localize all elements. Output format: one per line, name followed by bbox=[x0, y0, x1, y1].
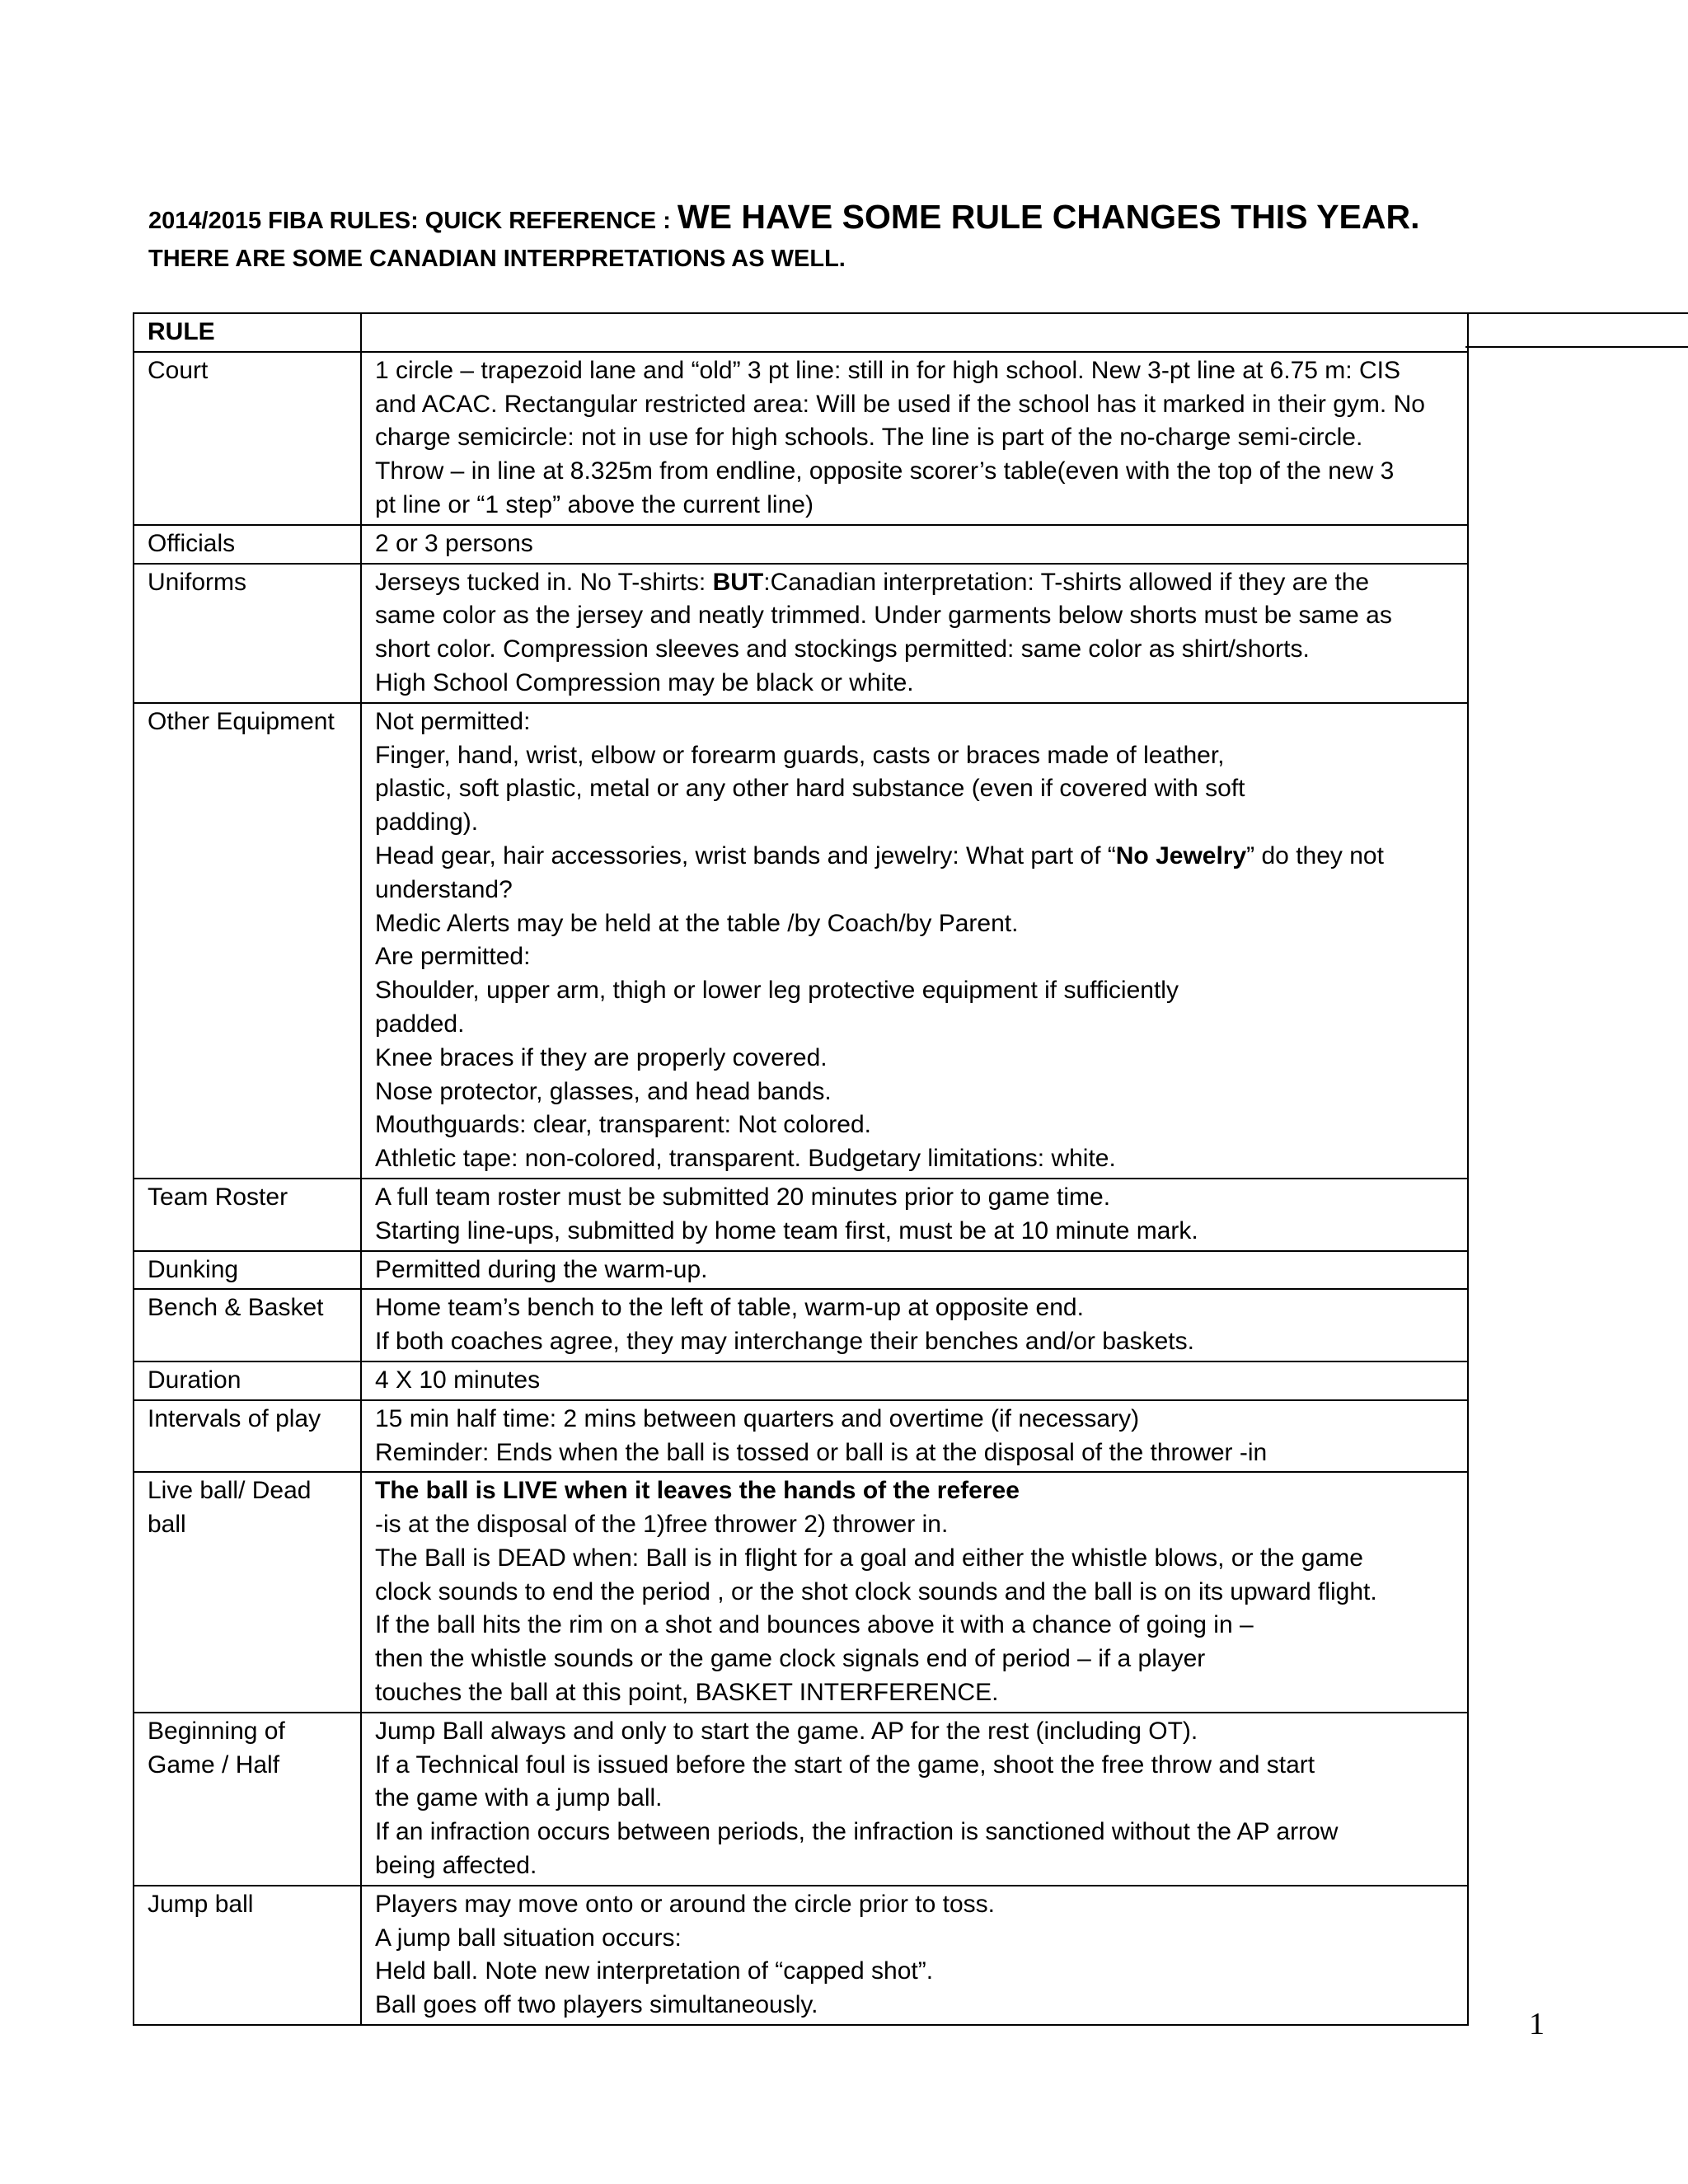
text-run: ” do they not bbox=[1246, 841, 1384, 869]
rule-name: Game / Half bbox=[148, 1750, 280, 1779]
rule-name-cell bbox=[134, 1179, 361, 1251]
header-description-cell bbox=[361, 313, 1468, 352]
description-line: The Ball is DEAD when: Ball is in flight for a goal and either the whistle blows, or the game bbox=[375, 1544, 1363, 1572]
page-number: 1 bbox=[1529, 2007, 1545, 2041]
rule-name: Bench & Basket bbox=[148, 1294, 324, 1322]
table-row bbox=[134, 525, 1468, 564]
document-title bbox=[148, 198, 1632, 237]
text-run: :Canadian interpretation: T-shirts allowed if they are the bbox=[763, 568, 1370, 596]
title-emphasis: WE HAVE SOME RULE CHANGES THIS YEAR. bbox=[677, 198, 1420, 236]
rule-description-cell bbox=[361, 1179, 1468, 1251]
rule-description-cell bbox=[361, 1251, 1468, 1290]
rule-name-cell bbox=[134, 564, 361, 703]
rule-name-cell bbox=[134, 1289, 361, 1361]
description-line: then the whistle sounds or the game clock signals end of period – if a player bbox=[375, 1645, 1206, 1673]
description-line: Finger, hand, wrist, elbow or forearm guards, casts or braces made of leather, bbox=[375, 741, 1225, 769]
rule-description-cell bbox=[361, 352, 1468, 525]
table-row bbox=[134, 1289, 1468, 1361]
rule-name-cell bbox=[134, 703, 361, 1179]
description-line: short color. Compression sleeves and stockings permitted: same color as shirt/shorts. bbox=[375, 635, 1310, 663]
description-line: Knee braces if they are properly covered. bbox=[375, 1043, 828, 1071]
description-line: same color as the jersey and neatly trimmed. Under garments below shorts must be same as bbox=[375, 602, 1392, 630]
rule-name: Duration bbox=[148, 1366, 241, 1394]
description-line: 1 circle – trapezoid lane and “old” 3 pt line: still in for high school. New 3-pt line at 6.75 m: CIS bbox=[375, 356, 1400, 384]
description-line: Home team’s bench to the left of table, warm-up at opposite end. bbox=[375, 1294, 1084, 1322]
description-line: Mouthguards: clear, transparent: Not colored. bbox=[375, 1111, 871, 1139]
description-line: If the ball hits the rim on a shot and bounces above it with a chance of going in – bbox=[375, 1611, 1254, 1639]
table-row bbox=[134, 564, 1468, 703]
description-line: touches the ball at this point, BASKET INTERFERENCE. bbox=[375, 1679, 999, 1707]
document-subtitle: THERE ARE SOME CANADIAN INTERPRETATIONS AS WELL. bbox=[148, 246, 846, 272]
text-run: Head gear, hair accessories, wrist bands and jewelry: What part of “ bbox=[375, 841, 1116, 869]
description-line: -is at the disposal of the 1)free thrower 2) thrower in. bbox=[375, 1511, 949, 1539]
description-line bbox=[375, 566, 1467, 600]
text-run: Jerseys tucked in. No T-shirts: bbox=[375, 568, 713, 596]
rule-name: Jump ball bbox=[148, 1890, 254, 1918]
description-line: the game with a jump ball. bbox=[375, 1784, 663, 1812]
description-line: understand? bbox=[375, 875, 513, 903]
description-line: Players may move onto or around the circle prior to toss. bbox=[375, 1890, 995, 1918]
description-line: Not permitted: bbox=[375, 707, 531, 735]
rule-name-cell bbox=[134, 525, 361, 564]
description-line: Medic Alerts may be held at the table /by Coach/by Parent. bbox=[375, 909, 1019, 937]
rule-description-cell bbox=[361, 1886, 1468, 2025]
description-line bbox=[375, 840, 1467, 874]
description-line: Starting line-ups, submitted by home team first, must be at 10 minute mark. bbox=[375, 1216, 1198, 1244]
description-line: If a Technical foul is issued before the start of the game, shoot the free throw and start bbox=[375, 1750, 1315, 1779]
rule-name: Other Equipment bbox=[148, 707, 335, 735]
description-line: A jump ball situation occurs: bbox=[375, 1924, 682, 1952]
table-row bbox=[134, 1400, 1468, 1473]
bold-text-run: No Jewelry bbox=[1115, 841, 1247, 869]
rule-description-cell bbox=[361, 1713, 1468, 1886]
rule-name: Team Roster bbox=[148, 1183, 288, 1211]
rule-name: ball bbox=[148, 1511, 186, 1539]
table-row bbox=[134, 1361, 1468, 1400]
rule-description-cell bbox=[361, 1400, 1468, 1473]
rule-name: Dunking bbox=[148, 1255, 239, 1283]
rule-description-cell bbox=[361, 525, 1468, 564]
table-row bbox=[134, 1472, 1468, 1713]
table-row bbox=[134, 703, 1468, 1179]
rule-name-cell bbox=[134, 1713, 361, 1886]
rule-description-cell bbox=[361, 703, 1468, 1179]
rule-description-cell bbox=[361, 1289, 1468, 1361]
table-row bbox=[134, 1713, 1468, 1886]
description-line: and ACAC. Rectangular restricted area: Will be used if the school has it marked in their gym. No bbox=[375, 390, 1425, 418]
rule-description-cell bbox=[361, 1361, 1468, 1400]
description-line: 2 or 3 persons bbox=[375, 529, 533, 557]
description-line: If an infraction occurs between periods, the infraction is sanctioned without the AP arrow bbox=[375, 1818, 1339, 1846]
description-line: padded. bbox=[375, 1010, 465, 1038]
rule-name-cell bbox=[134, 1886, 361, 2025]
rule-description-cell bbox=[361, 1472, 1468, 1713]
rule-name: Uniforms bbox=[148, 568, 247, 596]
rule-name: Court bbox=[148, 356, 209, 384]
table-row bbox=[134, 1251, 1468, 1290]
rule-name: Officials bbox=[148, 529, 236, 557]
header-rule-line-bottom bbox=[1465, 346, 1688, 348]
description-line: padding). bbox=[375, 808, 479, 837]
description-line: Jump Ball always and only to start the game. AP for the rest (including OT). bbox=[375, 1717, 1198, 1745]
description-line: Athletic tape: non-colored, transparent. Budgetary limitations: white. bbox=[375, 1145, 1116, 1173]
bold-description-line: The ball is LIVE when it leaves the hands of the referee bbox=[375, 1477, 1020, 1505]
description-line: clock sounds to end the period , or the shot clock sounds and the ball is on its upward flight. bbox=[375, 1577, 1377, 1605]
description-line: plastic, soft plastic, metal or any other hard substance (even if covered with soft bbox=[375, 775, 1245, 803]
rules-table bbox=[133, 312, 1469, 2026]
description-line: Held ball. Note new interpretation of “capped shot”. bbox=[375, 1957, 934, 1985]
description-line: A full team roster must be submitted 20 minutes prior to game time. bbox=[375, 1183, 1111, 1211]
rule-name-cell bbox=[134, 1400, 361, 1473]
rule-name-cell bbox=[134, 1251, 361, 1290]
table-row bbox=[134, 1886, 1468, 2025]
rule-name: Beginning of bbox=[148, 1717, 285, 1745]
description-line: High School Compression may be black or white. bbox=[375, 668, 914, 696]
rule-name: Live ball/ Dead bbox=[148, 1477, 312, 1505]
description-line: Permitted during the warm-up. bbox=[375, 1255, 708, 1283]
description-line: 4 X 10 minutes bbox=[375, 1366, 541, 1394]
description-line: Throw – in line at 8.325m from endline, opposite scorer’s table(even with the top of the new 3 bbox=[375, 457, 1395, 485]
header-rule-line-top bbox=[1465, 312, 1688, 314]
description-line: 15 min half time: 2 mins between quarters and overtime (if necessary) bbox=[375, 1404, 1140, 1432]
title-prefix: 2014/2015 FIBA RULES: QUICK REFERENCE : bbox=[148, 208, 678, 234]
description-line: Reminder: Ends when the ball is tossed or ball is at the disposal of the thrower -in bbox=[375, 1438, 1268, 1466]
rule-name-cell bbox=[134, 352, 361, 525]
description-line: Shoulder, upper arm, thigh or lower leg protective equipment if sufficiently bbox=[375, 977, 1179, 1005]
description-line: If both coaches agree, they may interchange their benches and/or baskets. bbox=[375, 1328, 1194, 1356]
header-rule-cell: RULE bbox=[134, 313, 361, 352]
description-line: charge semicircle: not in use for high schools. The line is part of the no-charge semi-circle. bbox=[375, 424, 1363, 452]
table-row bbox=[134, 352, 1468, 525]
description-line: pt line or “1 step” above the current line) bbox=[375, 490, 814, 518]
rule-name: Intervals of play bbox=[148, 1404, 321, 1432]
description-line: being affected. bbox=[375, 1852, 537, 1880]
rule-name-cell bbox=[134, 1361, 361, 1400]
description-line: Ball goes off two players simultaneously. bbox=[375, 1991, 818, 2019]
table-header-row bbox=[134, 313, 1468, 352]
table-row bbox=[134, 1179, 1468, 1251]
description-line: Are permitted: bbox=[375, 943, 531, 971]
bold-text-run: BUT bbox=[712, 568, 764, 596]
description-line: Nose protector, glasses, and head bands. bbox=[375, 1077, 832, 1105]
rule-description-cell bbox=[361, 564, 1468, 703]
rule-name-cell bbox=[134, 1472, 361, 1713]
